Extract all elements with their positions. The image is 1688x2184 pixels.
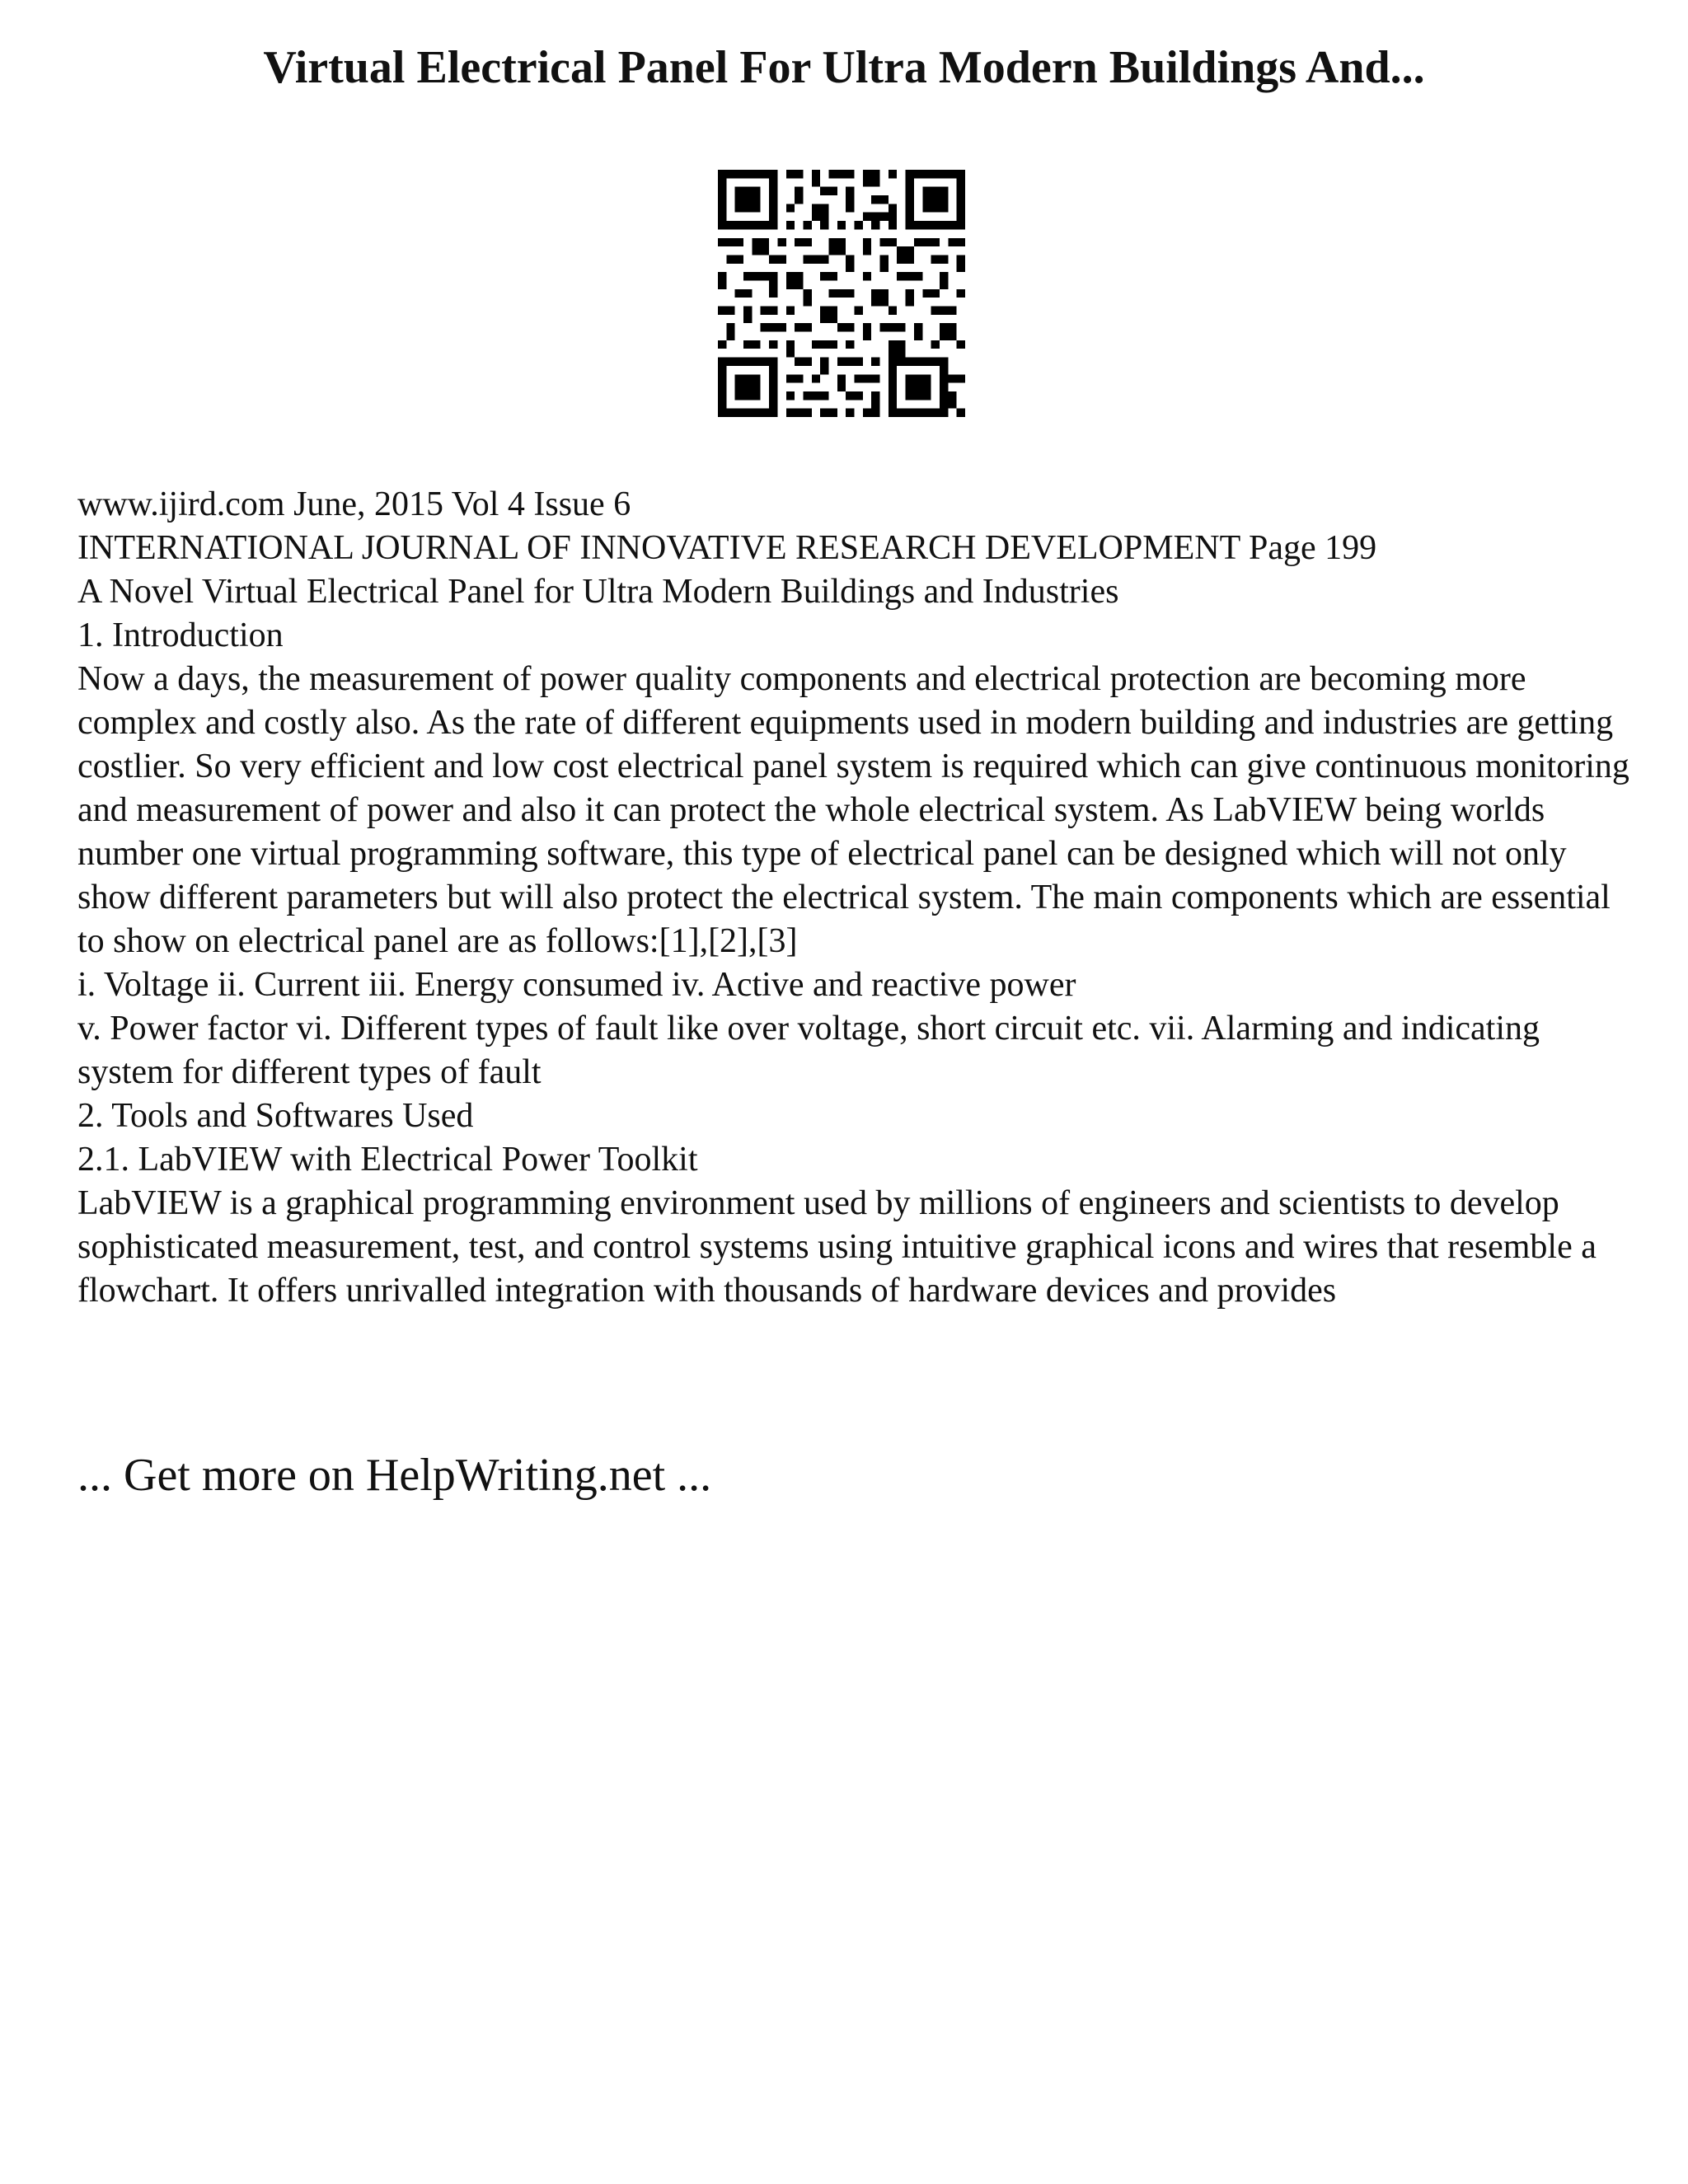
qr-code-icon bbox=[718, 170, 965, 417]
page-title: Virtual Electrical Panel For Ultra Modern Buildings And... bbox=[263, 42, 1425, 93]
article-excerpt bbox=[77, 483, 1635, 1313]
section-heading-tools: 2. Tools and Softwares Used bbox=[77, 1097, 474, 1135]
get-more-link[interactable]: ... Get more on HelpWriting.net ... bbox=[77, 1450, 712, 1501]
journal-name-line: INTERNATIONAL JOURNAL OF INNOVATIVE RESEARCH DEVELOPMENT Page 199 bbox=[77, 529, 1377, 567]
subsection-heading-labview: 2.1. LabVIEW with Electrical Power Toolkit bbox=[77, 1141, 698, 1179]
journal-website-line: www.ijird.com June, 2015 Vol 4 Issue 6 bbox=[77, 485, 631, 523]
section-heading-introduction: 1. Introduction bbox=[77, 616, 284, 654]
labview-paragraph: LabVIEW is a graphical programming environment used by millions of engineers and scientists to develop sophisticated measurement, test, and control systems using intuitive graphical icons and wires that resemble a flowchart. It offers unrivalled integration with thousands of hardware devices and provides bbox=[77, 1184, 1597, 1310]
component-list-line-1: i. Voltage ii. Current iii. Energy consumed iv. Active and reactive power bbox=[77, 966, 1076, 1004]
article-title-line: A Novel Virtual Electrical Panel for Ultra Modern Buildings and Industries bbox=[77, 573, 1119, 611]
introduction-paragraph: Now a days, the measurement of power quality components and electrical protection are becoming more complex and costly also. As the rate of different equipments used in modern building and industries are getting costlier. So very efficient and low cost electrical panel system is required which can give continuous monitoring and measurement of power and also it can protect the whole electrical system. As LabVIEW being worlds number one virtual programming software, this type of electrical panel can be designed which will not only show different parameters but will also protect the electrical system. The main components which are essential to show on electrical panel are as follows:[1],[2],[3] bbox=[77, 660, 1629, 960]
component-list-line-2: v. Power factor vi. Different types of fault like over voltage, short circuit etc. vii. Alarming and indicating system for different types of fault bbox=[77, 1010, 1540, 1091]
